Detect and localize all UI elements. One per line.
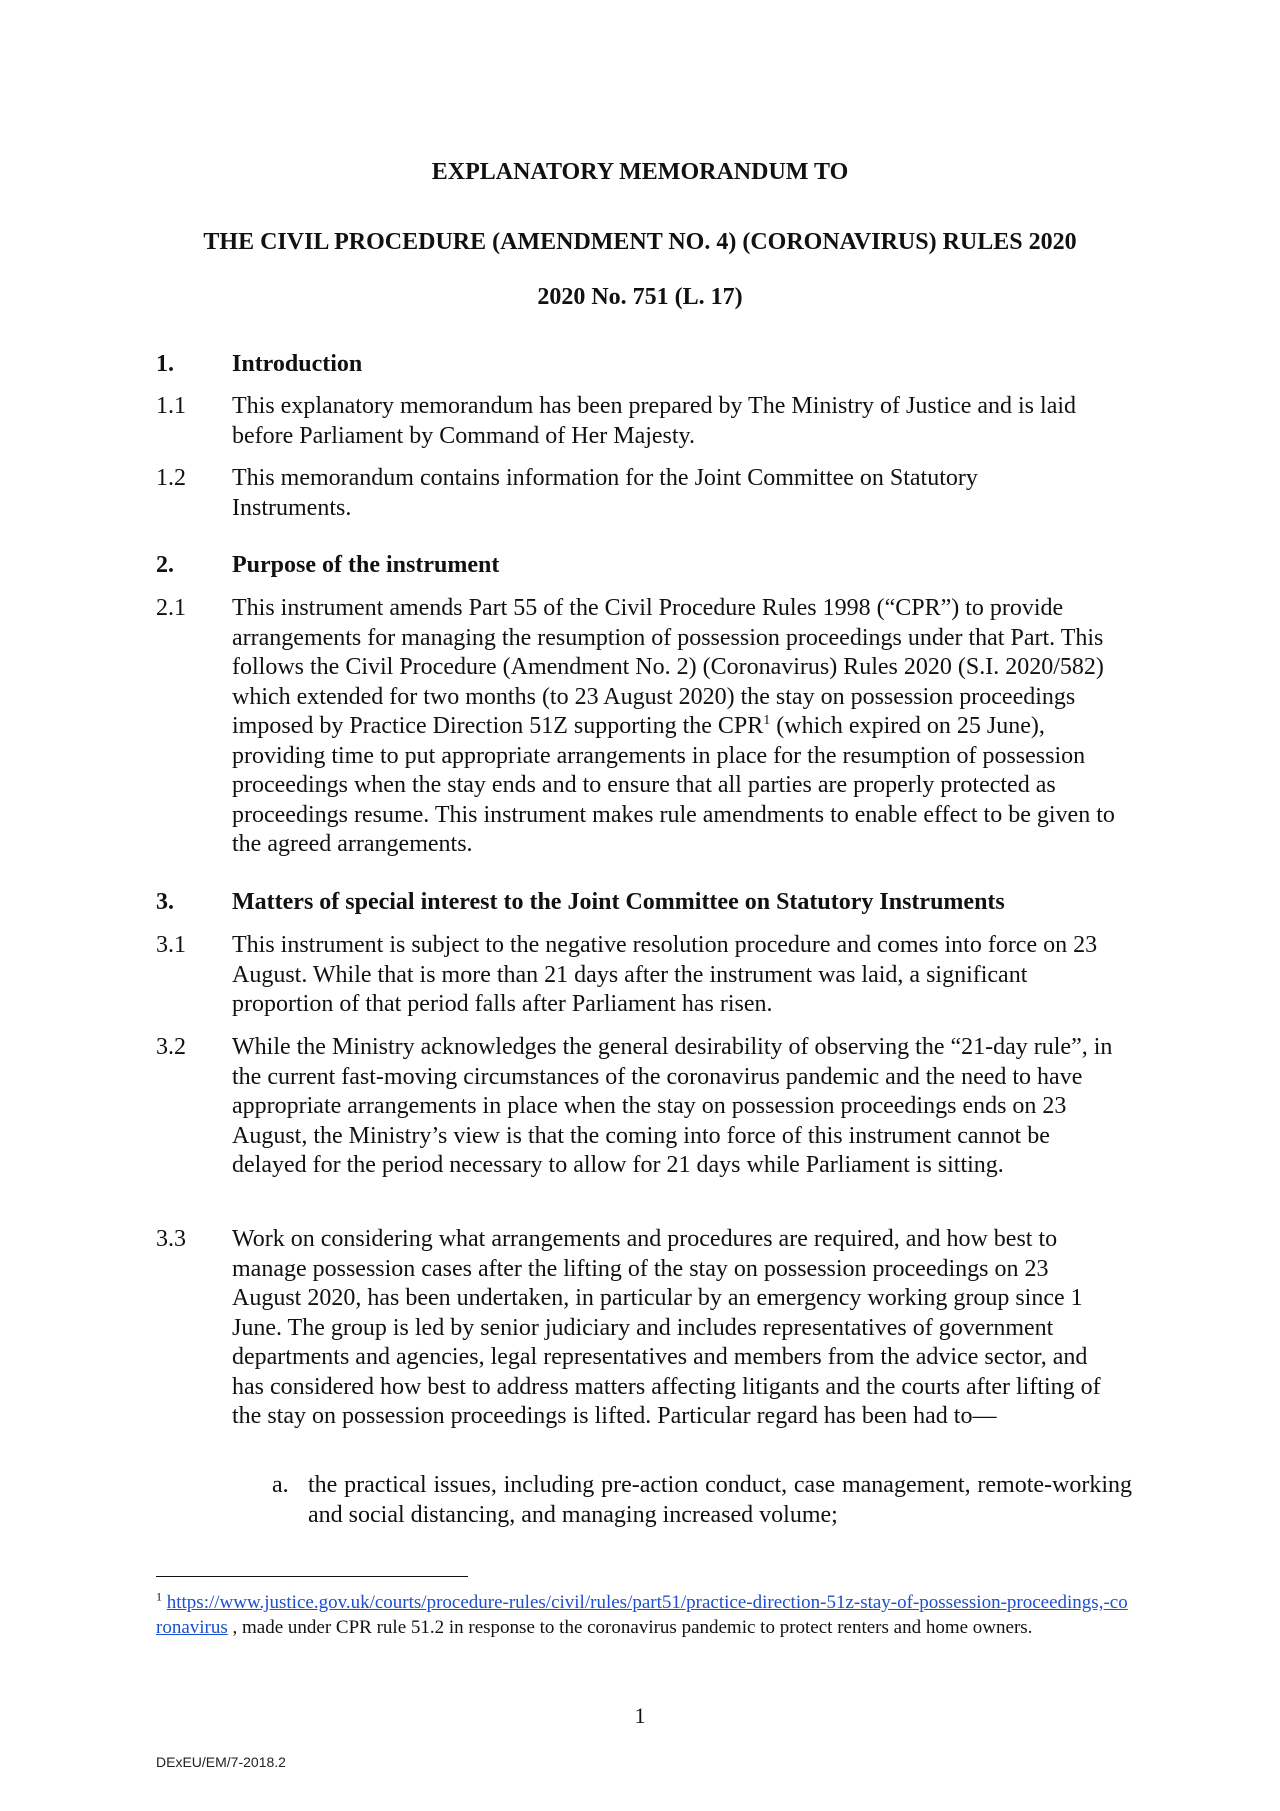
paragraph-3-2 [156,1033,1116,1181]
paragraph-text-after-note: (which expired on 25 June), providing time to put appropriate arrangements in place for the resumption of possession proceedings when the stay ends and to ensure that all parties are properly protected as proceedings resume. This instrument makes rule amendments to enable effect to be given to the agreed arrangements. [232,713,1115,857]
list-item [262,1471,1132,1530]
footnote-separator [156,1576,468,1577]
footnote-reference[interactable]: 1 [763,713,771,728]
footnote-text: , made under CPR rule 51.2 in response to the coronavirus pandemic to protect renters and home owners. [227,1617,1033,1638]
paragraph-text: This instrument is subject to the negative resolution procedure and comes into force on 23 August. While that is more than 21 days after the instrument was laid, a significant proportion of that period falls after Parliament has risen. [232,932,1098,1017]
rules-title: THE CIVIL PROCEDURE (AMENDMENT NO. 4) (CORONAVIRUS) RULES 2020 [203,229,1077,255]
paragraph-text: While the Ministry acknowledges the general desirability of observing the “21-day rule”, in the current fast-moving circumstances of the coronavirus pandemic and the need to have appropriate arrangements in place when the stay on possession proceedings ends on 23 August, the Ministry’s view is that the coming into force of this instrument cannot be delayed for the period necessary to allow for 21 days while Parliament is sitting. [232,1034,1113,1178]
paragraph-1-2 [156,464,1056,523]
list-item-text: the practical issues, including pre-action conduct, case management, remote-working and social distancing, and managing increased volume; [308,1472,1132,1528]
footnote-link[interactable]: https://www.justice.gov.uk/courts/procedure-rules/civil/rules/part51/practice-direction-51z-stay-of-possession-proceedings,-coronavirus [156,1592,1128,1638]
si-number: 2020 No. 751 (L. 17) [537,284,743,310]
paragraph-text: This memorandum contains information for the Joint Committee on Statutory Instruments. [232,465,978,521]
section-number: 2. [156,552,174,578]
section-title: Purpose of the instrument [232,552,500,578]
page-number: 1 [634,1703,646,1728]
paragraph-text [232,594,1136,860]
paragraph-2-1 [156,594,1136,860]
paragraph-number: 2.1 [156,595,186,621]
memo-title: EXPLANATORY MEMORANDUM TO [431,159,849,185]
paragraph-3-1 [156,931,1106,1020]
paragraph-number: 3.3 [156,1226,186,1252]
paragraph-number: 3.1 [156,932,186,958]
footnote-marker: 1 [156,1589,162,1604]
paragraph-text-before-note: This instrument amends Part 55 of the Civil Procedure Rules 1998 (“CPR”) to provide arrangements for managing the resumption of possession proceedings under that Part. This follows the Civil Procedure (Amendment No. 2) (Coronavirus) Rules 2020 (S.I. 2020/582) which extended for two months (to 23 August 2020) the stay on possession proceedings imposed by Practice Direction 51Z supporting the CPR [232,595,1104,739]
paragraph-number: 1.2 [156,465,186,491]
paragraph-text: This explanatory memorandum has been prepared by The Ministry of Justice and is laid before Parliament by Command of Her Majesty. [232,393,1077,449]
section-title: Matters of special interest to the Joint Committee on Statutory Instruments [232,889,1005,915]
section-number: 1. [156,351,174,377]
section-title: Introduction [232,351,363,377]
paragraph-text: Work on considering what arrangements and procedures are required, and how best to manage possession cases after the lifting of the stay on possession proceedings on 23 August 2020, has been undertaken, in particular by an emergency working group since 1 June. The group is led by senior judiciary and includes representatives of government departments and agencies, legal representatives and members from the advice sector, and has considered how best to address matters affecting litigants and the courts after lifting of the stay on possession proceedings is lifted. Particular regard has been had to— [232,1226,1101,1429]
list-item-letter: a. [272,1472,289,1498]
paragraph-number: 3.2 [156,1034,186,1060]
paragraph-number: 1.1 [156,393,186,419]
document-reference: DExEU/EM/7-2018.2 [156,1754,286,1770]
paragraph-1-1 [156,392,1106,451]
footnote [156,1590,1134,1640]
paragraph-3-3 [156,1225,1122,1432]
section-number: 3. [156,889,174,915]
